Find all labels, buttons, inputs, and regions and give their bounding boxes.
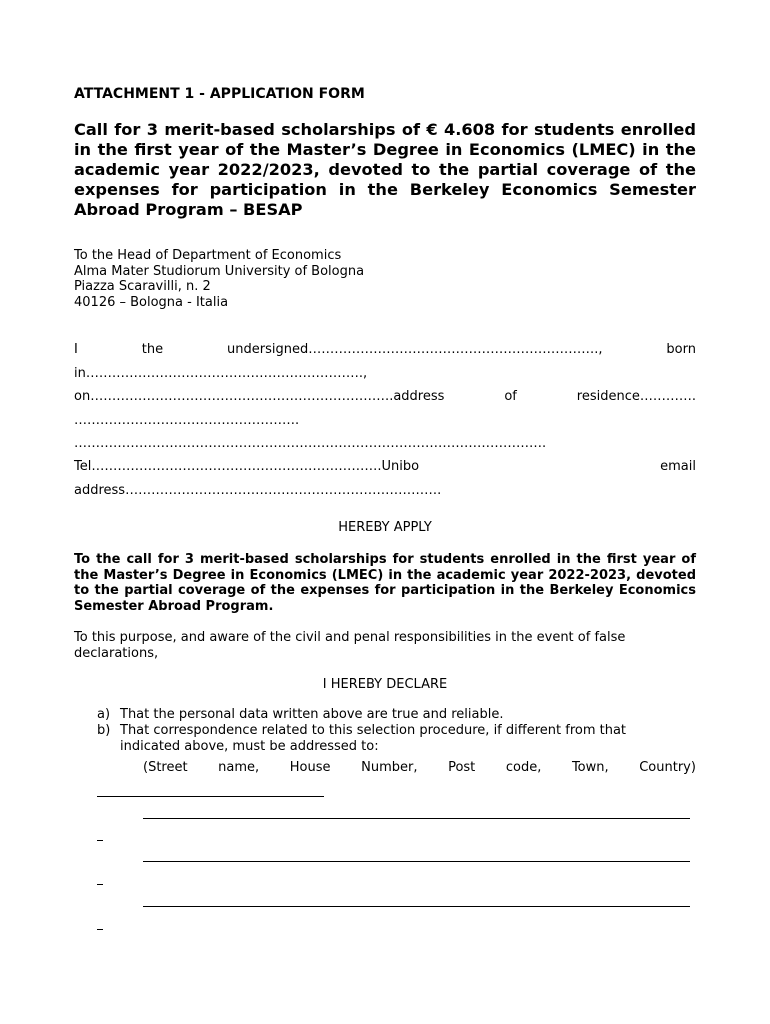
residence-continuation-line-2[interactable] xyxy=(74,436,696,452)
recipient-line: 40126 – Bologna - Italia xyxy=(74,294,229,310)
tel-field[interactable]: Tel………………………………………………………….Unibo xyxy=(74,459,420,474)
birthdate-field[interactable]: on…………………………………………………………….address xyxy=(74,389,445,404)
birthplace-field[interactable]: in………………………………………………………., xyxy=(74,366,368,381)
address-fields-label: (Street name, House Number, Post code, Town, Country) xyxy=(143,760,696,775)
birthplace-line[interactable] xyxy=(74,366,696,382)
tel-line[interactable]: Tel………………………………………………………….Unibo email xyxy=(74,459,696,474)
recipient-line: To the Head of Department of Economics xyxy=(74,248,342,263)
attachment-heading: ATTACHMENT 1 - APPLICATION FORM xyxy=(74,86,365,102)
residence-field-cont-2[interactable]: ………………………………………………………………………………………………. xyxy=(74,436,547,451)
apply-heading: HEREBY APPLY xyxy=(338,520,432,535)
email-line[interactable] xyxy=(74,483,696,499)
address-blank-line[interactable] xyxy=(97,796,324,797)
address-blank-line[interactable] xyxy=(143,906,690,907)
line-dash xyxy=(97,840,103,841)
email-field[interactable]: address………………………………………………………………. xyxy=(74,483,442,498)
line-dash xyxy=(97,884,103,885)
line-dash xyxy=(97,929,103,930)
name-field[interactable]: undersigned…………………………………………………………., xyxy=(227,342,603,357)
residence-continuation-line[interactable] xyxy=(74,413,696,429)
call-title: Call for 3 merit-based scholarships of € 4.608 for students enrolled in the first year of the Master’s Degree in Economics (LMEC) in the academic year 2022/2023, devoted to the partial coverage of the expenses for participation in the Berkeley Economics Semester Abroad Program – BESAP xyxy=(74,120,696,219)
declaration-b: b) That correspondence related to this selection procedure, if different from that xyxy=(97,723,627,738)
birthdate-address-line[interactable]: on…………………………………………………………….address of residence…………. xyxy=(74,389,696,404)
apply-paragraph: To the call for 3 merit-based scholarships for students enrolled in the first year of the Master’s Degree in Economics (LMEC) in the academic year 2022-2023, devoted to the partial coverage of the expenses for participation in the Berkeley Economics Semester Abroad Program. xyxy=(74,552,696,614)
recipient-address xyxy=(74,248,364,310)
purpose-paragraph: To this purpose, and aware of the civil and penal responsibilities in the event of false declarations, xyxy=(74,630,626,661)
declare-heading: I HEREBY DECLARE xyxy=(322,677,448,692)
address-blank-line[interactable] xyxy=(143,818,690,819)
recipient-line: Alma Mater Studiorum University of Bologna xyxy=(74,263,365,279)
declaration-a: a) That the personal data written above are true and reliable. xyxy=(97,707,504,722)
residence-field[interactable]: residence…………. xyxy=(576,389,696,404)
declaration-b-continued: indicated above, must be addressed to: xyxy=(120,739,379,754)
address-blank-line[interactable] xyxy=(143,861,690,862)
undersigned-line[interactable]: I the undersigned…………………………………………………………., born xyxy=(74,342,696,357)
residence-field-cont[interactable]: ……………………………………………. xyxy=(74,413,300,428)
recipient-line: Piazza Scaravilli, n. 2 xyxy=(74,279,211,295)
